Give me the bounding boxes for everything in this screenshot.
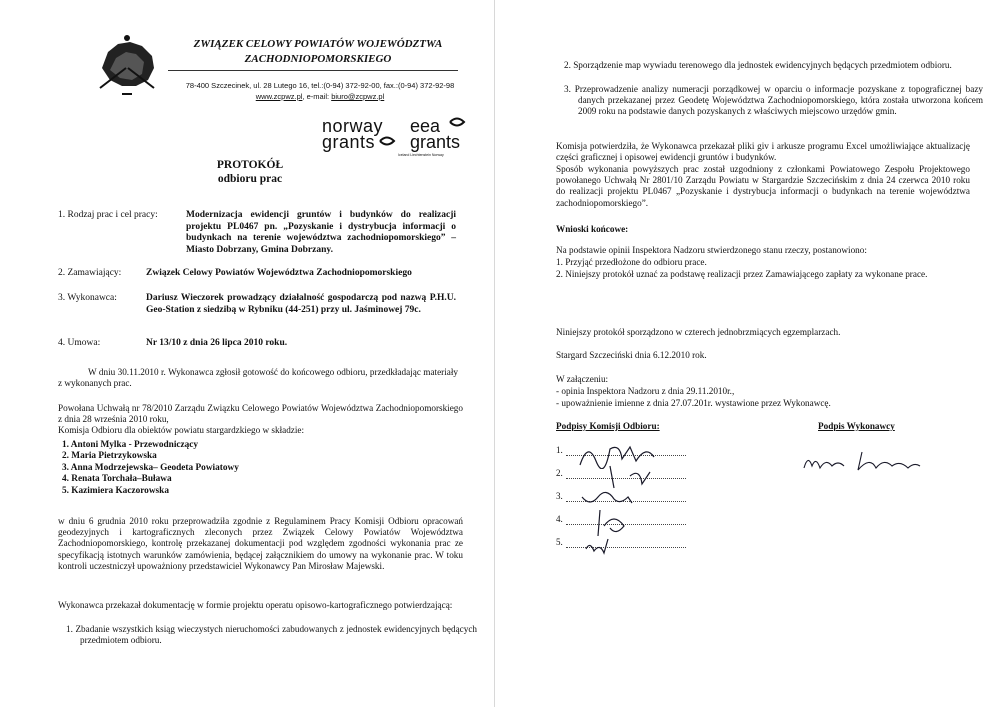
contact-line — [155, 91, 485, 102]
signature-number: 1. — [556, 445, 563, 455]
handwritten-signature — [570, 531, 680, 561]
paragraph-agreement: Sposób wykonania powyższych prac został uzgodniony z członkami Powiatowego Zespołu Projektowego powołanego Uchwałą Nr 2801/10 Zarządu Powiatu w Stargardzie Szczecińskim z dnia 24 czerwca 2010 roku do realizacji projektu PL0467 „Pozyskanie i dystrybucja informacji o budynkach na terenie województwa zachodniopomorskiego”. — [556, 164, 970, 208]
paragraph-files-confirmation: Komisja potwierdziła, że Wykonawca przekazał pliki giv i arkusze programu Excel umożliwiające aktualizację części graficznej i opisowej ewidencji gruntów i budynków. — [556, 141, 970, 163]
signature-number: 3. — [556, 491, 563, 501]
conclusion-2: 2. Niniejszy protokół uznać za podstawę realizacji przez Zamawiającego zapłaty za wykonane prace. — [556, 269, 928, 279]
signature-number: 5. — [556, 537, 563, 547]
eea-grants-swirl-icon — [448, 113, 466, 131]
copies-statement: Niniejszy protokół sporządzono w czterech jednobrzmiących egzemplarzach. — [556, 327, 841, 337]
field-4-label: 4. Umowa: — [58, 338, 101, 348]
member-item: 4. Renata Torchała–Buława — [62, 474, 172, 485]
norway-grants-swirl-icon — [378, 132, 396, 150]
address-line: 78-400 Szczecinek, ul. 28 Lutego 16, tel.:(0-94) 372-92-00, fax.:(0-94) 372-92-98 — [185, 81, 455, 90]
attachments-heading: W załączeniu: — [556, 374, 609, 384]
signature-contractor-heading: Podpis Wykonawcy — [818, 421, 895, 431]
contractor-handwritten-signature — [800, 446, 930, 476]
paragraph-documentation: Wykonawca przekazał dokumentację w formie projektu operatu opisowo-kartograficznego potwierdzającą: — [58, 600, 453, 610]
field-3-label: 3. Wykonawca: — [58, 293, 117, 303]
left-page — [0, 0, 493, 707]
member-item: 2. Maria Pietrzykowska — [62, 451, 157, 462]
paragraph-readiness: W dniu 30.11.2010 r. Wykonawca zgłosił gotowość do końcowego odbioru, przedkładając materiały z wykonanych prac. — [58, 367, 458, 389]
page-divider — [494, 0, 495, 707]
member-item: 3. Anna Modrzejewska– Geodeta Powiatowy — [62, 462, 239, 473]
field-1-label: 1. Rodzaj prac i cel pracy: — [58, 210, 158, 220]
paragraph-inspection: w dniu 6 grudnia 2010 roku przeprowadziła zgodnie z Regulaminem Pracy Komisji Odbioru opracowań geodezyjnych i kartograficznych zleconych przez Związek Celowy Powiatów Województwa Zachodniopomorskiego, kontrolę przekazanej dokumentacji pod względem zgodności wykonania prac ze specyfikacją istotnych warunków zamówienia, będącej załącznikiem do umowy na wykonanie prac. W toku kontroli uczestniczył upoważniony przedstawiciel Wykonawcy Pan Mirosław Majewski. — [58, 516, 463, 571]
title-line1: PROTOKÓŁ — [216, 159, 284, 171]
field-3-value: Dariusz Wieczorek prowadzący działalność gospodarczą pod nazwą P.H.U. Geo-Station z siedzibą w Rybniku (44-251) przy ul. Jaśminowej 79c. — [146, 293, 456, 315]
commission-members-list — [62, 440, 362, 497]
attachment-1: - opinia Inspektora Nadzoru z dnia 29.11.2010r., — [556, 386, 735, 396]
email-prefix: , e-mail: — [302, 92, 332, 101]
member-item: 1. Antoni Mylka - Przewodniczący — [62, 440, 199, 450]
paragraph-commission-appointment — [58, 403, 463, 437]
org-name-line1: ZWIĄZEK CELOWY POWIATÓW WOJEWÓDZTWA — [193, 38, 443, 50]
org-address — [155, 80, 485, 102]
conclusions-intro: Na podstawie opinii Inspektora Nadzoru stwierdzonego stanu rzeczy, postanowiono: — [556, 245, 867, 255]
documentation-item-3: 3. Przeprowadzenie analizy numeracji porządkowej w oparciu o informacje pozyskane z topograficznej bazy danych przekazanej przez Geodetę Województwa Zachodniopomorskiego, która została utworzona końcem 2009 roku na podstawie danych pozyskanych z właściwych miejscowo urzędów gmin. — [564, 84, 983, 117]
email-link[interactable]: biuro@zcpwz.pl — [331, 92, 385, 101]
commission-composition-text: Komisja Odbioru dla obiektów powiatu stargardzkiego w składzie: — [58, 425, 305, 436]
field-2-label: 2. Zamawiający: — [58, 268, 122, 278]
eea-logo-line2: grants — [410, 132, 461, 152]
title-line2: odbioru prac — [217, 173, 283, 185]
appointment-text: Powołana Uchwałą nr 78/2010 Zarządu Związku Celowego Powiatów Województwa Zachodniopomorskiego z dnia 28 września 2010 roku, — [58, 403, 463, 425]
signature-row — [556, 537, 756, 560]
eea-logo-line1: eea — [410, 116, 441, 136]
right-page — [500, 0, 1000, 707]
conclusion-1: 1. Przyjąć przedłożone do odbioru prace. — [556, 257, 707, 267]
documentation-item-2: 2. Sporządzenie map wywiadu terenowego dla jednostek ewidencyjnych będących przedmiotem odbioru. — [564, 60, 952, 70]
norway-logo-line2: grants — [322, 132, 376, 152]
signature-number: 2. — [556, 468, 563, 478]
norway-logo-line1: norway — [322, 116, 384, 136]
commission-signatures — [556, 445, 756, 560]
document-title — [190, 158, 310, 186]
header-rule — [168, 70, 458, 71]
signatures-commission-heading: Podpisy Komisji Odbioru: — [556, 421, 660, 431]
website-link[interactable]: www.zcpwz.pl — [255, 92, 303, 101]
member-item: 5. Kazimiera Kaczorowska — [62, 485, 169, 496]
coat-of-arms-emblem — [92, 30, 162, 100]
field-4-value: Nr 13/10 z dnia 26 lipca 2010 roku. — [146, 338, 288, 348]
documentation-item-1: 1. Zbadanie wszystkich ksiąg wieczystych nieruchomości zabudowanych z jednostek ewidencyjnych będących przedmiotem odbioru. — [66, 624, 477, 646]
signature-number: 4. — [556, 514, 563, 524]
attachment-2: - upoważnienie imienne z dnia 27.07.201r. wystawione przez Wykonawcę. — [556, 398, 831, 408]
field-1-value: Modernizacja ewidencji gruntów i budynków do realizacji projektu PL0467 pn. „Pozyskanie i dystrybucja informacji o budynkach na terenie województwa zachodniopomorskiego” – Miasto Dobrzany, Gmina Dobrzany. — [186, 210, 456, 255]
eea-grants-subtitle: Iceland Liechtenstein Norway — [398, 153, 444, 157]
field-2-value: Związek Celowy Powiatów Województwa Zachodniopomorskiego — [146, 268, 412, 278]
place-and-date: Stargard Szczeciński dnia 6.12.2010 rok. — [556, 350, 707, 360]
org-name-line2: ZACHODNIOPOMORSKIEGO — [244, 53, 392, 65]
conclusions-heading: Wnioski końcowe: — [556, 224, 629, 234]
